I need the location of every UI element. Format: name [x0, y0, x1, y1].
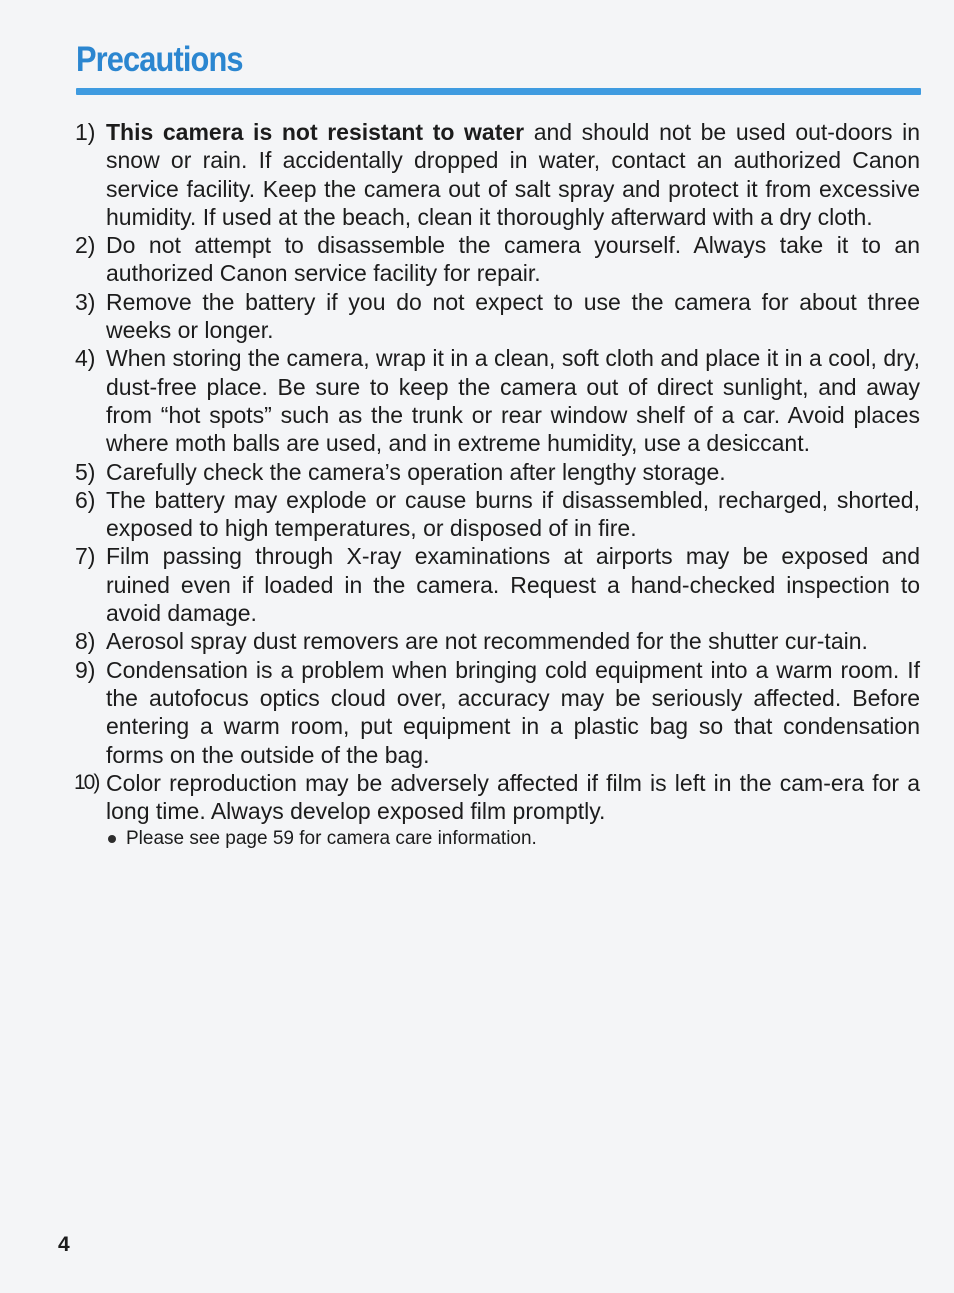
precaution-item-2 [0, 231, 954, 288]
item-number: 4) [75, 345, 96, 372]
precaution-item-9 [0, 656, 954, 769]
precaution-item-8 [0, 627, 954, 655]
item-number: 1) [75, 119, 96, 145]
item-text: Condensation is a problem when bringing cold equipment into a warm room. If the autofocus optics cloud over, accuracy may be seriously affected. Before entering a warm room, put equipment in a plastic bag so that condensation forms on the outside of the bag. [106, 656, 920, 768]
item-text: Aerosol spray dust removers are not recommended for the shutter cur-tain. [106, 628, 868, 655]
item-number: 5) [75, 458, 96, 485]
item-number: 7) [75, 543, 96, 570]
item-bold-lead: This camera is not resistant to water [106, 119, 525, 145]
item-text: Color reproduction may be adversely affected if film is left in the cam-era for a long time. Always develop exposed film promptly. [106, 769, 920, 825]
item-number: 6) [75, 486, 96, 513]
item-text: and should not be used out-doors in snow or rain. If accidentally dropped in water, contact an authorized Canon service facility. Keep the camera out of salt spray and protect it from excessive humidity. If used at the beach, clean it thoroughly afterward with a dry cloth. [106, 119, 920, 230]
title-underline-rule [76, 88, 921, 95]
item-number: 8) [75, 628, 96, 655]
item-number: 9) [75, 656, 96, 683]
precaution-item-6 [0, 486, 954, 543]
item-number: 10) [74, 770, 99, 794]
item-text: Do not attempt to disassemble the camera yourself. Always take it to an authorized Canon service facility for repair. [106, 232, 920, 287]
care-information-note [0, 825, 954, 853]
item-number: 3) [75, 288, 96, 315]
note-text: Please see page 59 for camera care information. [126, 828, 537, 850]
precaution-item-4 [0, 344, 954, 457]
precaution-item-5 [0, 458, 954, 486]
precaution-item-7 [0, 542, 954, 627]
page-title: Precautions [76, 40, 243, 79]
item-text: Film passing through X-ray examinations at airports may be exposed and ruined even if loaded in the camera. Request a hand-checked inspection to avoid damage. [106, 543, 920, 627]
page-number: 4 [58, 1233, 70, 1256]
precaution-item-1 [0, 118, 954, 231]
item-text: Carefully check the camera’s operation after lengthy storage. [106, 458, 726, 485]
bullet-dot-icon [108, 835, 116, 843]
precaution-item-3 [0, 288, 954, 345]
item-number: 2) [75, 232, 96, 259]
item-text: The battery may explode or cause burns if disassembled, recharged, shorted, exposed to high temperatures, or disposed of in fire. [106, 486, 920, 542]
precaution-item-10 [0, 769, 954, 826]
item-text: Remove the battery if you do not expect to use the camera for about three weeks or longer. [106, 288, 920, 344]
item-text: When storing the camera, wrap it in a clean, soft cloth and place it in a cool, dry, dust-free place. Be sure to keep the camera out of direct sunlight, and away from “hot spots” such as the trunk or rear window shelf of a car. Avoid places where moth balls are used, and in extreme humidity, use a desiccant. [106, 345, 920, 457]
precautions-list [0, 118, 954, 853]
